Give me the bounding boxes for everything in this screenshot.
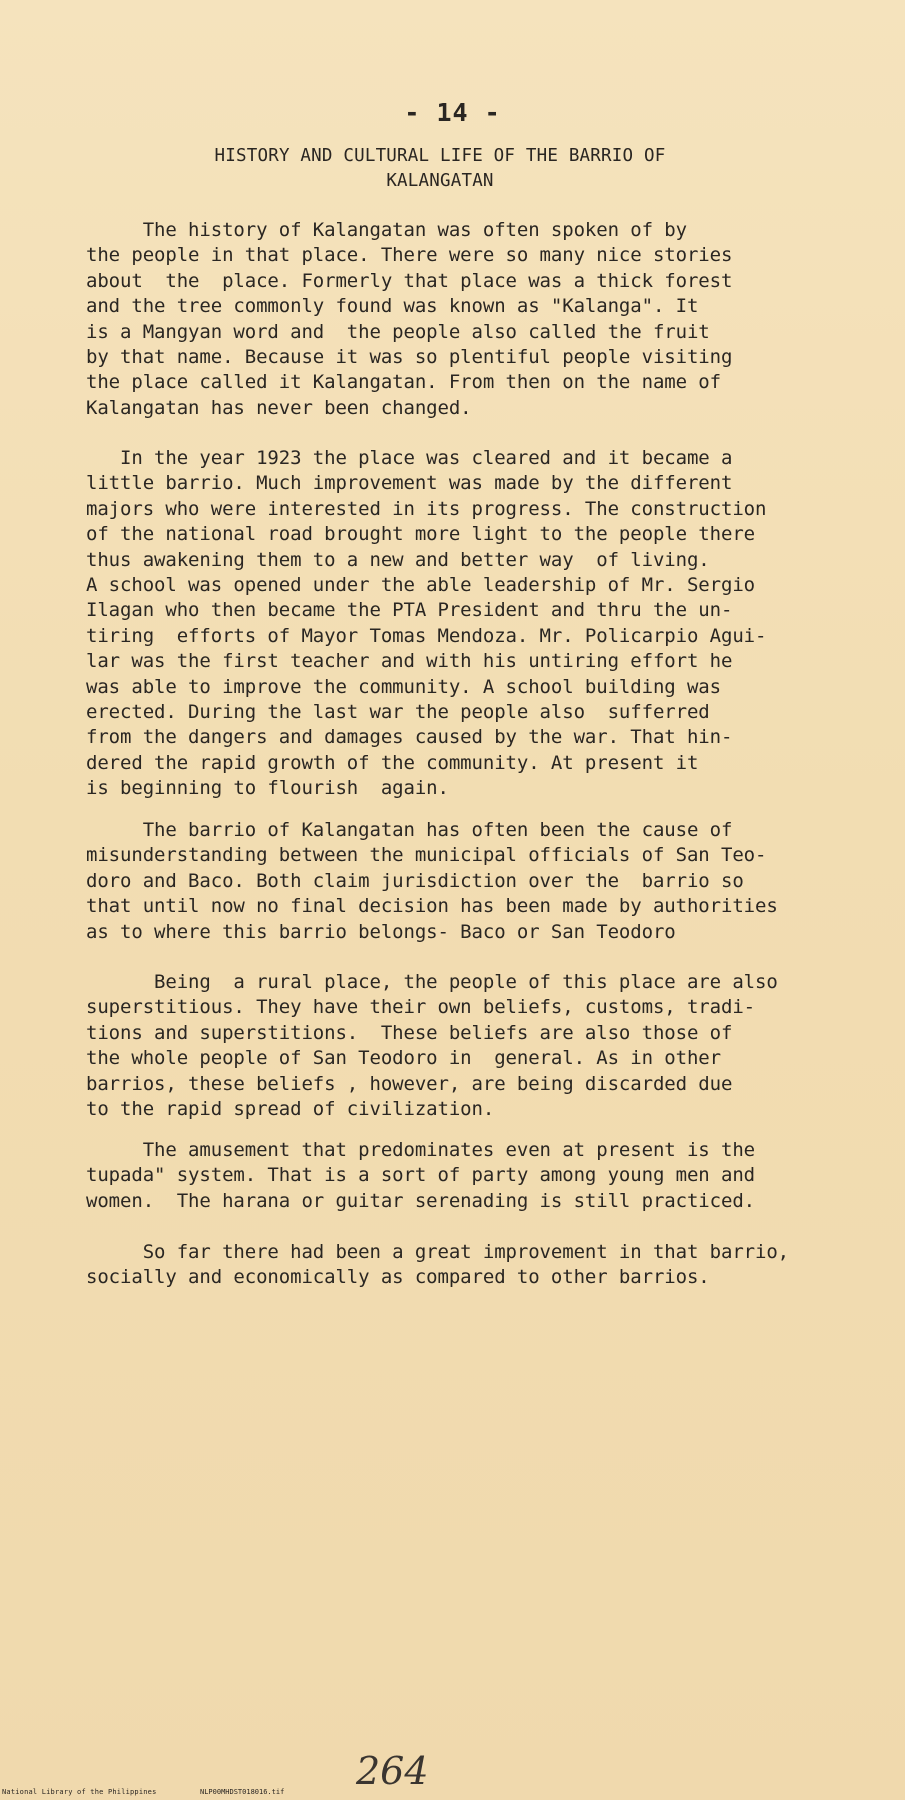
file-name: NLP00MHDST018016.tif — [200, 1788, 285, 1796]
text-line: tiring efforts of Mayor Tomas Mendoza. Mr. Policarpio Agui- — [86, 624, 767, 647]
page-number: - 14 - — [404, 98, 501, 127]
text-line: doro and Baco. Both claim jurisdiction over the barrio so — [86, 869, 744, 892]
text-line: socially and economically as compared to other barrios. — [86, 1266, 710, 1289]
title-line-1: HISTORY AND CULTURAL LIFE OF THE BARRIO OF — [214, 146, 666, 166]
handwritten-number-text: 264 — [356, 1749, 429, 1792]
text-line: of the national road brought more light to the people there — [86, 523, 755, 546]
text-line: A school was opened under the able leadership of Mr. Sergio — [86, 574, 755, 597]
text-line: women. The harana or guitar serenading is still practiced. — [86, 1189, 755, 1212]
paragraph-amusement — [86, 1138, 846, 1214]
text-line: the place called it Kalangatan. From then on the name of — [86, 371, 721, 394]
text-line: superstitious. They have their own beliefs, customs, tradi- — [86, 996, 755, 1019]
text-line: The barrio of Kalangatan has often been the cause of — [86, 819, 733, 841]
paragraph-history — [86, 218, 846, 421]
text-line: tupada" system. That is a sort of party among young men and — [86, 1164, 755, 1187]
text-line: majors who were interested in its progress. The construction — [86, 497, 767, 520]
paragraph-beliefs — [86, 970, 846, 1122]
text-line: was able to improve the community. A school building was — [86, 675, 721, 698]
text-line: misunderstanding between the municipal officials of San Teo- — [86, 844, 767, 867]
text-line: as to where this barrio belongs- Baco or San Teodoro — [86, 920, 676, 943]
text-line: thus awakening them to a new and better way of living. — [86, 548, 710, 571]
paragraph-jurisdiction — [86, 818, 846, 945]
text-line: So far there had been a great improvement in that barrio, — [86, 1241, 790, 1263]
paragraph-development — [86, 446, 846, 802]
text-line: little barrio. Much improvement was made by the different — [86, 472, 733, 495]
text-line: about the place. Formerly that place was a thick forest — [86, 269, 733, 292]
text-line: the whole people of San Teodoro in general. As in other — [86, 1047, 721, 1070]
document-title — [90, 144, 790, 194]
text-line: is a Mangyan word and the people also called the fruit — [86, 320, 710, 343]
text-line: tions and superstitions. These beliefs are also those of — [86, 1021, 733, 1044]
text-line: the people in that place. There were so many nice stories — [86, 244, 733, 267]
text-line: Ilagan who then became the PTA President and thru the un- — [86, 599, 733, 622]
handwritten-page-number — [352, 1748, 432, 1792]
text-line: erected. During the last war the people also sufferred — [86, 701, 710, 724]
text-line: Being a rural place, the people of this place are also — [86, 971, 778, 993]
title-line-2: KALANGATAN — [386, 171, 494, 191]
paragraph-improvement — [86, 1240, 846, 1291]
text-line: that until now no final decision has been made by authorities — [86, 895, 778, 918]
text-line: barrios, these beliefs , however, are being discarded due — [86, 1072, 733, 1095]
library-credit: National Library of the Philippines — [2, 1788, 157, 1796]
text-line: from the dangers and damages caused by the war. That hin- — [86, 726, 733, 749]
text-line: is beginning to flourish again. — [86, 777, 449, 800]
text-line: by that name. Because it was so plentiful people visiting — [86, 346, 733, 369]
text-line: The amusement that predominates even at present is the — [86, 1139, 755, 1161]
text-line: In the year 1923 the place was cleared and it became a — [86, 447, 733, 469]
text-line: to the rapid spread of civilization. — [86, 1098, 495, 1121]
text-line: lar was the first teacher and with his untiring effort he — [86, 650, 733, 673]
text-line: The history of Kalangatan was often spoken of by — [86, 219, 687, 241]
text-line: Kalangatan has never been changed. — [86, 396, 472, 419]
text-line: and the tree commonly found was known as "Kalanga". It — [86, 295, 699, 318]
text-line: dered the rapid growth of the community. At present it — [86, 751, 699, 774]
